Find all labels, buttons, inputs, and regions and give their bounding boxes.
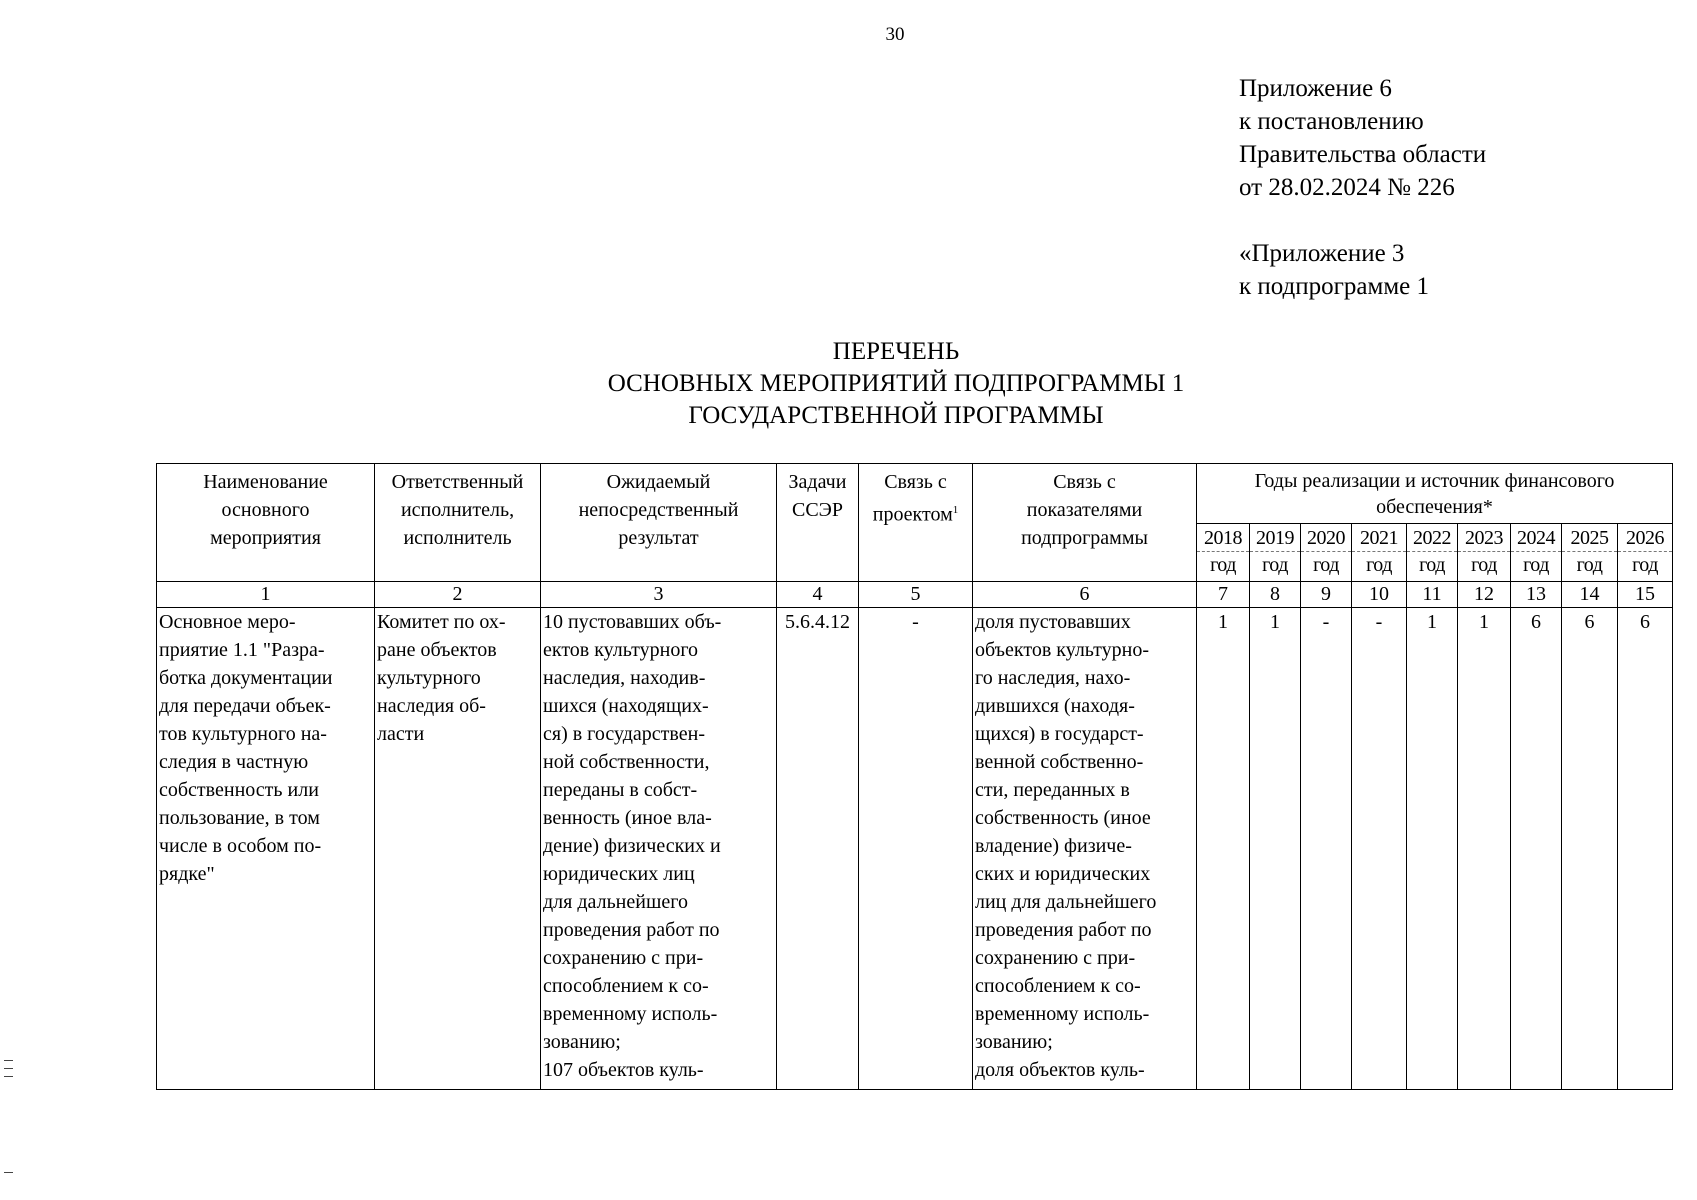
header-year-2020 xyxy=(1301,524,1352,582)
cell-line: Основное меро- xyxy=(159,611,296,633)
scan-margin-mark xyxy=(4,1060,13,1061)
header-project-link xyxy=(859,464,973,582)
year-label: 2025 xyxy=(1562,525,1617,552)
header-indicators xyxy=(973,464,1197,582)
header-year-2021 xyxy=(1352,524,1407,582)
cell-line: юридических лиц xyxy=(543,863,695,885)
header-line: основного xyxy=(221,499,310,521)
header-year-2022 xyxy=(1407,524,1458,582)
cell-line: собственность или xyxy=(159,779,319,801)
cell-line: числе в особом по- xyxy=(159,835,322,857)
year-value-cell: 6 xyxy=(1618,608,1673,1090)
year-label: 2023 xyxy=(1458,525,1510,552)
page-number: 30 xyxy=(885,24,905,45)
cell-line: для дальнейшего xyxy=(543,891,688,913)
header-years-group xyxy=(1197,464,1673,524)
cell-line: переданы в собст- xyxy=(543,779,698,801)
year-value-cell: 1 xyxy=(1407,608,1458,1090)
cell-line: доля объектов куль- xyxy=(975,1059,1145,1081)
cell-line: 107 объектов куль- xyxy=(543,1059,704,1081)
cell-line: доля пустовавших xyxy=(975,611,1131,633)
header-expected-result xyxy=(541,464,777,582)
column-number: 8 xyxy=(1250,582,1301,608)
appendix-quote-line: «Приложение 3 xyxy=(1239,240,1405,267)
measures-table xyxy=(156,463,1673,1090)
column-number: 4 xyxy=(777,582,859,608)
cell-line: Комитет по ох- xyxy=(377,611,506,633)
cell-line: тов культурного на- xyxy=(159,723,327,745)
measure-name-cell xyxy=(157,608,375,1090)
year-value-cell: - xyxy=(1352,608,1407,1090)
year-label: 2022 xyxy=(1407,525,1457,552)
cell-line: временному исполь- xyxy=(543,1003,718,1025)
table-row xyxy=(157,608,1673,1090)
header-line: результат xyxy=(618,527,699,549)
cell-line: ских и юридических xyxy=(975,863,1151,885)
cell-line: сохранению с при- xyxy=(975,947,1136,969)
year-label: 2021 xyxy=(1352,525,1406,552)
cell-line: ектов культурного xyxy=(543,639,699,661)
header-line xyxy=(859,496,972,529)
header-year-2019 xyxy=(1250,524,1301,582)
year-unit: год xyxy=(1366,554,1392,576)
cell-line: ся) в государствен- xyxy=(543,723,705,745)
cell-line: ной собственности, xyxy=(543,751,710,773)
column-number: 11 xyxy=(1407,582,1458,608)
year-value-cell: 1 xyxy=(1458,608,1511,1090)
cell-line: 10 пустовавших объ- xyxy=(543,611,722,633)
cell-line: собственность (иное xyxy=(975,807,1151,829)
cell-line: ботка документации xyxy=(159,667,333,689)
title-line: ГОСУДАРСТВЕННОЙ ПРОГРАММЫ xyxy=(688,402,1104,429)
year-unit: год xyxy=(1471,554,1497,576)
column-number: 12 xyxy=(1458,582,1511,608)
year-label: 2020 xyxy=(1301,525,1351,552)
cell-line: наследия об- xyxy=(377,695,486,717)
cell-line: шихся (находящих- xyxy=(543,695,709,717)
header-line: непосредственный xyxy=(578,499,739,521)
cell-line: дение) физических и xyxy=(543,835,721,857)
header-line: Наименование xyxy=(203,471,328,493)
cell-line: рядке" xyxy=(159,863,215,885)
cell-line: наследия, находив- xyxy=(543,667,706,689)
cell-line: лиц для дальнейшего xyxy=(975,891,1157,913)
cell-line: пользование, в том xyxy=(159,807,320,829)
appendix-line: к постановлению xyxy=(1239,108,1424,135)
header-year-2024 xyxy=(1511,524,1562,582)
scan-margin-mark xyxy=(4,1172,13,1173)
column-number: 3 xyxy=(541,582,777,608)
header-line: Годы реализации и источник финансового xyxy=(1254,470,1615,492)
column-number: 10 xyxy=(1352,582,1407,608)
cell-line: проведения работ по xyxy=(975,919,1152,941)
header-line: Связь с xyxy=(1053,471,1116,493)
header-line: Ответственный xyxy=(391,471,524,493)
column-number: 7 xyxy=(1197,582,1250,608)
header-line: Ожидаемый xyxy=(606,471,711,493)
year-unit: год xyxy=(1576,554,1603,576)
cell-line: щихся) в государст- xyxy=(975,723,1144,745)
cell-line: дившихся (находя- xyxy=(975,695,1135,717)
document-title xyxy=(156,336,1636,432)
cell-line: способлением к со- xyxy=(543,975,709,997)
header-year-2026 xyxy=(1618,524,1673,582)
appendix-quote-line: к подпрограмме 1 xyxy=(1239,273,1429,300)
header-line: обеспечения* xyxy=(1376,496,1493,518)
column-number: 14 xyxy=(1562,582,1618,608)
year-unit: год xyxy=(1523,554,1549,576)
column-number: 2 xyxy=(375,582,541,608)
year-unit: год xyxy=(1262,554,1288,576)
scan-margin-mark xyxy=(4,1076,13,1077)
year-label: 2018 xyxy=(1197,525,1249,552)
cell-line: проведения работ по xyxy=(543,919,720,941)
header-line: Задачи xyxy=(788,471,847,493)
cell-line: временному исполь- xyxy=(975,1003,1150,1025)
cell-line: сохранению с при- xyxy=(543,947,704,969)
header-line-text: проектом xyxy=(872,503,953,526)
column-number-row xyxy=(157,582,1673,608)
year-label: 2024 xyxy=(1511,525,1561,552)
title-line: ОСНОВНЫХ МЕРОПРИЯТИЙ ПОДПРОГРАММЫ 1 xyxy=(607,370,1185,397)
header-year-2023 xyxy=(1458,524,1511,582)
year-value-cell: 1 xyxy=(1197,608,1250,1090)
cell-line: сти, переданных в xyxy=(975,779,1130,801)
year-unit: год xyxy=(1210,554,1236,576)
appendix-gap xyxy=(1239,204,1486,237)
header-line: ССЭР xyxy=(791,499,843,521)
appendix-line: Приложение 6 xyxy=(1239,75,1392,102)
header-year-2025 xyxy=(1562,524,1618,582)
title-line: ПЕРЕЧЕНЬ xyxy=(832,338,960,365)
column-number: 6 xyxy=(973,582,1197,608)
header-line: мероприятия xyxy=(210,527,321,549)
year-value-cell: 6 xyxy=(1511,608,1562,1090)
task-cell: 5.6.4.12 xyxy=(777,608,859,1090)
year-unit: год xyxy=(1313,554,1339,576)
cell-line: для передачи объек- xyxy=(159,695,331,717)
cell-line: венной собственно- xyxy=(975,751,1144,773)
cell-line: следия в частную xyxy=(159,751,309,773)
cell-line: объектов культурно- xyxy=(975,639,1150,661)
executor-cell xyxy=(375,608,541,1090)
year-label: 2026 xyxy=(1618,525,1672,552)
column-number: 15 xyxy=(1618,582,1673,608)
cell-line: ласти xyxy=(377,723,425,745)
cell-line: способлением к со- xyxy=(975,975,1141,997)
column-number: 9 xyxy=(1301,582,1352,608)
header-line: исполнитель xyxy=(403,527,512,549)
appendix-line: от 28.02.2024 № 226 xyxy=(1239,174,1455,201)
expected-result-cell xyxy=(541,608,777,1090)
column-number: 1 xyxy=(157,582,375,608)
appendix-line: Правительства области xyxy=(1239,141,1487,168)
header-tasks xyxy=(777,464,859,582)
project-cell: - xyxy=(859,608,973,1090)
header-year-2018 xyxy=(1197,524,1250,582)
cell-line: ране объектов xyxy=(377,639,497,661)
year-label: 2019 xyxy=(1250,525,1300,552)
indicators-cell xyxy=(973,608,1197,1090)
header-executor xyxy=(375,464,541,582)
year-value-cell: 1 xyxy=(1250,608,1301,1090)
cell-line: венность (иное вла- xyxy=(543,807,712,829)
header-line: показателями xyxy=(1026,499,1143,521)
column-number: 13 xyxy=(1511,582,1562,608)
header-line: подпрограммы xyxy=(1021,527,1148,549)
year-unit: год xyxy=(1632,554,1658,576)
cell-line: го наследия, нахо- xyxy=(975,667,1131,689)
scan-margin-mark xyxy=(4,1068,13,1069)
cell-line: владение) физиче- xyxy=(975,835,1132,857)
header-line: Связь с xyxy=(884,471,947,493)
year-value-cell: - xyxy=(1301,608,1352,1090)
cell-line: культурного xyxy=(377,667,481,689)
header-line: исполнитель, xyxy=(400,499,515,521)
cell-line: зованию; xyxy=(975,1031,1053,1053)
column-number: 5 xyxy=(859,582,973,608)
appendix-block xyxy=(1239,72,1486,303)
year-value-cell: 6 xyxy=(1562,608,1618,1090)
cell-line: приятие 1.1 "Разра- xyxy=(159,639,325,661)
cell-line: зованию; xyxy=(543,1031,621,1053)
footnote-mark: 1 xyxy=(952,504,959,516)
year-unit: год xyxy=(1419,554,1445,576)
header-measure-name xyxy=(157,464,375,582)
